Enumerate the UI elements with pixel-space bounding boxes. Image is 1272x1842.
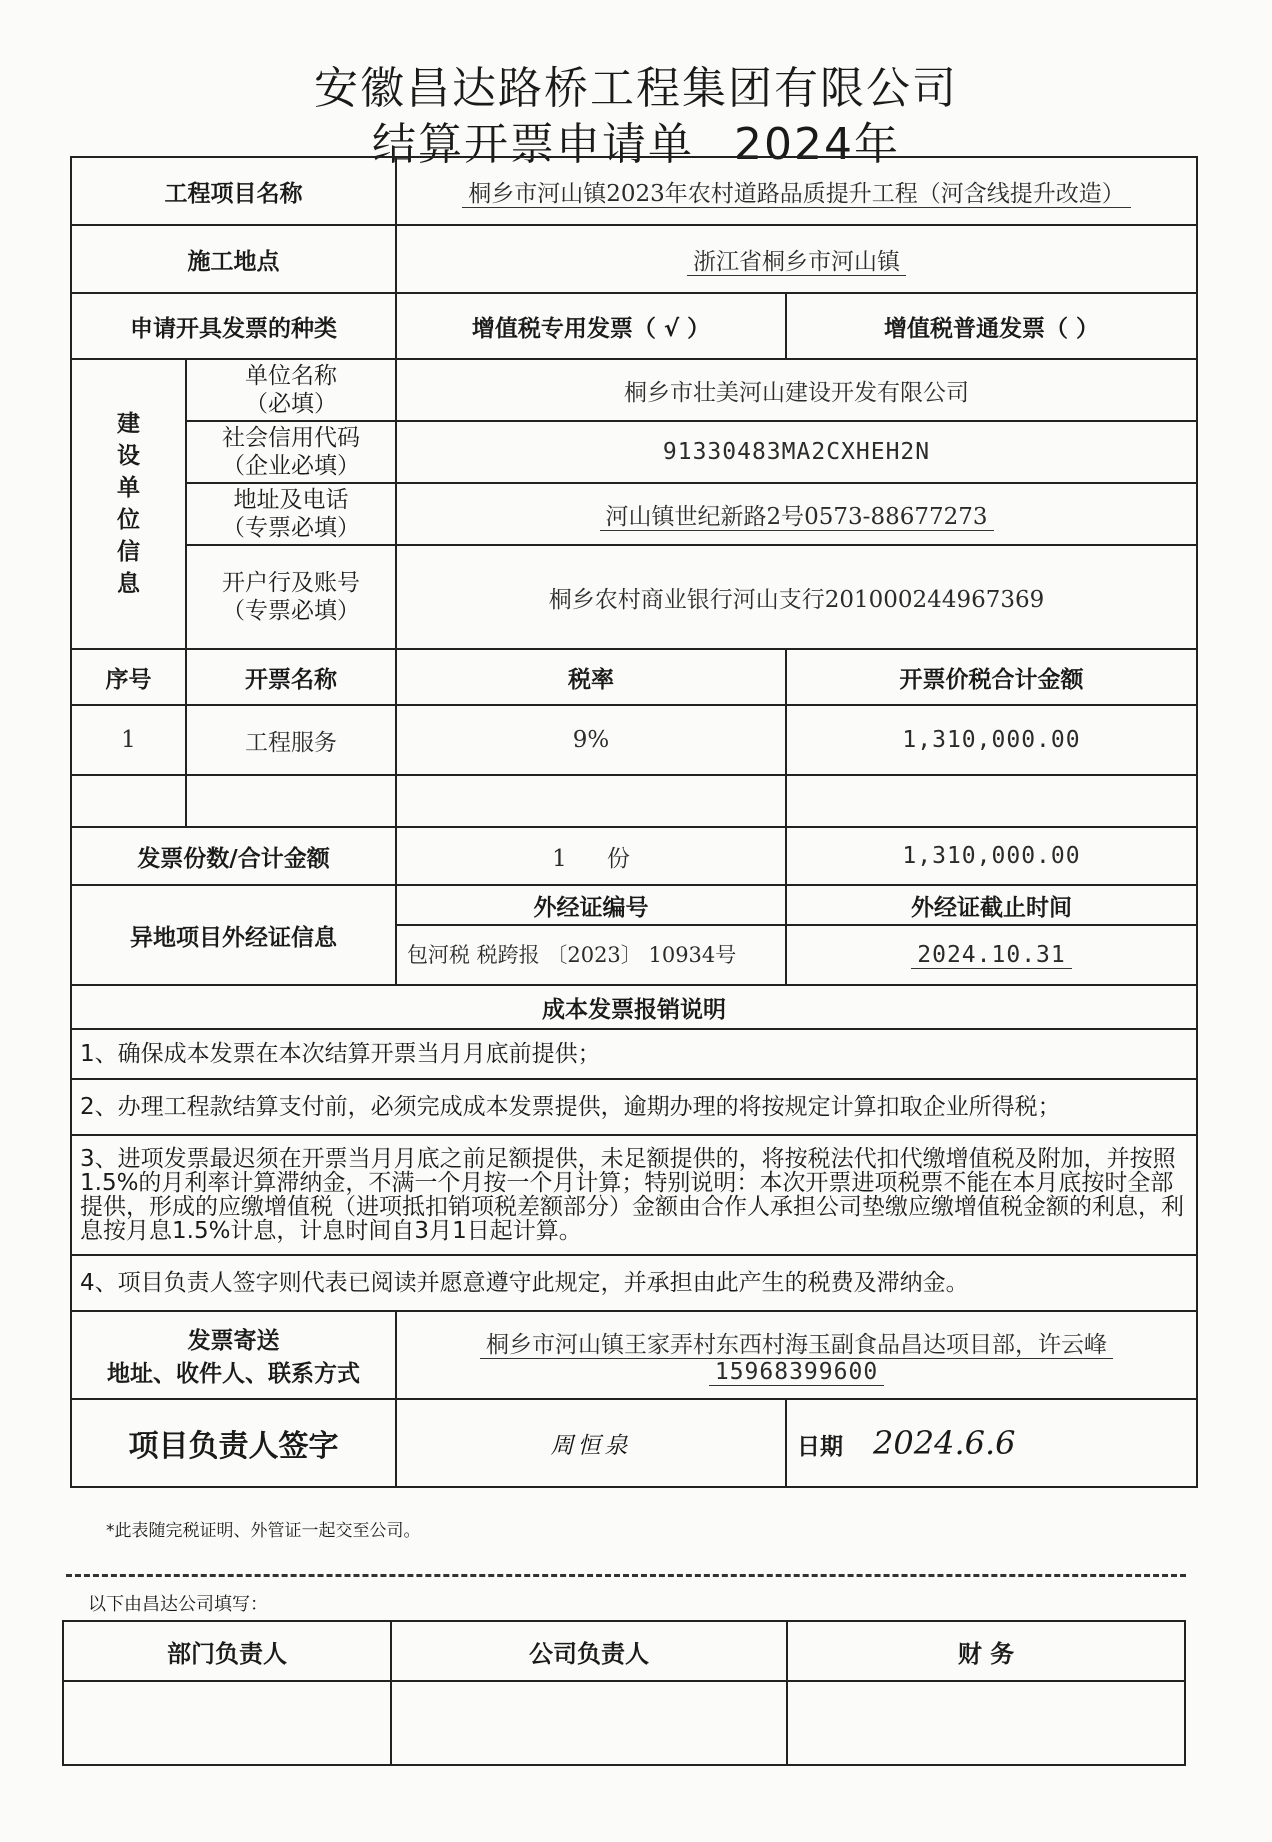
finance-label: 财 务 bbox=[787, 1621, 1185, 1681]
mailing-label-1: 发票寄送 bbox=[187, 1328, 280, 1354]
external-no-value[interactable]: 包河税 税跨报 〔2023〕 10934号 bbox=[396, 925, 786, 985]
dashed-divider bbox=[66, 1574, 1186, 1577]
mailing-value[interactable] bbox=[396, 1311, 1197, 1399]
col-header-no: 序号 bbox=[71, 649, 186, 705]
site-text: 浙江省桐乡市河山镇 bbox=[687, 249, 906, 276]
external-deadline-label: 外经证截止时间 bbox=[786, 885, 1197, 925]
item-no[interactable]: 1 bbox=[71, 705, 186, 775]
cost-note-1: 1、确保成本发票在本次结算开票当月月底前提供； bbox=[71, 1029, 1197, 1079]
mailing-phone-text: 15968399600 bbox=[709, 1359, 884, 1386]
external-no-label: 外经证编号 bbox=[396, 885, 786, 925]
totals-count-unit: 份 bbox=[606, 845, 630, 872]
credit-code-label bbox=[186, 421, 396, 483]
side-char: 息 bbox=[117, 571, 140, 597]
item-amount[interactable]: 1,310,000.00 bbox=[786, 705, 1197, 775]
bank-req: （专票必填） bbox=[222, 598, 360, 624]
company-title: 安徽昌达路桥工程集团有限公司 bbox=[314, 63, 958, 114]
col-header-amount: 开票价税合计金额 bbox=[786, 649, 1197, 705]
external-deadline-value[interactable] bbox=[786, 925, 1197, 985]
side-char: 信 bbox=[117, 539, 140, 565]
unit-name-value[interactable]: 桐乡市壮美河山建设开发有限公司 bbox=[396, 359, 1197, 421]
credit-code-value[interactable]: 91330483MA2CXHEH2N bbox=[396, 421, 1197, 483]
dept-head-label: 部门负责人 bbox=[63, 1621, 391, 1681]
empty-cell[interactable] bbox=[786, 775, 1197, 827]
address-req: （专票必填） bbox=[222, 515, 360, 541]
form-year: 2024年 bbox=[734, 119, 900, 170]
empty-cell[interactable] bbox=[396, 775, 786, 827]
credit-code-req: （企业必填） bbox=[222, 453, 360, 479]
empty-cell[interactable] bbox=[186, 775, 396, 827]
sign-date-cell[interactable] bbox=[786, 1399, 1197, 1487]
signature[interactable]: 周恒泉 bbox=[396, 1399, 786, 1487]
invoice-type-label: 申请开具发票的种类 bbox=[71, 293, 396, 359]
empty-cell[interactable] bbox=[71, 775, 186, 827]
mailing-address bbox=[407, 1326, 1186, 1359]
finance-sign[interactable] bbox=[787, 1681, 1185, 1765]
application-table bbox=[70, 156, 1198, 1488]
side-char: 位 bbox=[117, 507, 140, 533]
col-header-rate: 税率 bbox=[396, 649, 786, 705]
form-title-text: 结算开票申请单 bbox=[372, 119, 694, 170]
builder-info-side-label bbox=[71, 359, 186, 649]
mailing-label-2: 地址、收件人、联系方式 bbox=[107, 1361, 360, 1387]
side-char: 单 bbox=[117, 475, 140, 501]
table-row bbox=[71, 705, 1197, 775]
side-char: 设 bbox=[117, 443, 140, 469]
cost-note-2: 2、办理工程款结算支付前，必须完成成本发票提供，逾期办理的将按规定计算扣取企业所得税； bbox=[71, 1079, 1197, 1135]
address-value[interactable] bbox=[396, 483, 1197, 545]
mailing-phone bbox=[407, 1359, 1186, 1385]
totals-count[interactable] bbox=[396, 827, 786, 885]
approval-table bbox=[62, 1620, 1186, 1766]
totals-label: 发票份数/合计金额 bbox=[71, 827, 396, 885]
footnote: *此表随完税证明、外管证一起交至公司。 bbox=[106, 1521, 421, 1541]
cost-note-3: 3、进项发票最迟须在开票当月月底之前足额提供，未足额提供的，将按税法代扣代缴增值税及附加，并按照1.5%的月利率计算滞纳金，不满一个月按一个月计算；特别说明：本次开票进项税票不能在本月底按时全部提供，形成的应缴增值税（进项抵扣销项税差额部分）金额由合作人承担公司垫缴应缴增值税金额的利息，利息按月息1.5%计息，计息时间自3月1日起计算。 bbox=[71, 1135, 1197, 1255]
mailing-address-text: 桐乡市河山镇王家弄村东西村海玉副食品昌达项目部，许云峰 bbox=[480, 1332, 1113, 1359]
address-label-text: 地址及电话 bbox=[233, 487, 349, 513]
sign-label: 项目负责人签字 bbox=[71, 1399, 396, 1487]
totals-count-number: 1 bbox=[552, 845, 567, 872]
bank-label bbox=[186, 545, 396, 649]
invoice-type-normal[interactable]: 增值税普通发票（ ） bbox=[786, 293, 1197, 359]
unit-name-label-text: 单位名称 bbox=[245, 363, 337, 389]
unit-name-req: （必填） bbox=[245, 391, 337, 417]
sign-date-value: 2024.6.6 bbox=[873, 1424, 1016, 1462]
project-name-text: 桐乡市河山镇2023年农村道路品质提升工程（河含线提升改造） bbox=[462, 181, 1131, 208]
dept-head-sign[interactable] bbox=[63, 1681, 391, 1765]
cost-notes-title: 成本发票报销说明 bbox=[71, 985, 1197, 1029]
project-name-label: 工程项目名称 bbox=[71, 157, 396, 225]
external-label: 异地项目外经证信息 bbox=[71, 885, 396, 985]
totals-amount[interactable]: 1,310,000.00 bbox=[786, 827, 1197, 885]
bank-label-text: 开户行及账号 bbox=[222, 570, 360, 596]
col-header-name: 开票名称 bbox=[186, 649, 396, 705]
table-row-empty bbox=[71, 775, 1197, 827]
project-name-value[interactable] bbox=[396, 157, 1197, 225]
site-label: 施工地点 bbox=[71, 225, 396, 293]
credit-code-label-text: 社会信用代码 bbox=[222, 425, 360, 451]
item-rate[interactable]: 9% bbox=[396, 705, 786, 775]
address-text: 河山镇世纪新路2号0573-88677273 bbox=[600, 504, 994, 531]
external-deadline-text: 2024.10.31 bbox=[911, 942, 1071, 969]
unit-name-label bbox=[186, 359, 396, 421]
company-head-sign[interactable] bbox=[391, 1681, 787, 1765]
cost-note-4: 4、项目负责人签字则代表已阅读并愿意遵守此规定，并承担由此产生的税费及滞纳金。 bbox=[71, 1255, 1197, 1311]
mailing-label bbox=[71, 1311, 396, 1399]
address-label bbox=[186, 483, 396, 545]
sign-date-label: 日期 bbox=[797, 1434, 843, 1460]
company-fill-note: 以下由昌达公司填写： bbox=[88, 1594, 268, 1615]
site-value[interactable] bbox=[396, 225, 1197, 293]
bank-value[interactable]: 桐乡农村商业银行河山支行201000244967369 bbox=[396, 545, 1197, 649]
company-head-label: 公司负责人 bbox=[391, 1621, 787, 1681]
invoice-type-special[interactable]: 增值税专用发票（ √ ） bbox=[396, 293, 786, 359]
side-char: 建 bbox=[117, 411, 140, 437]
item-name[interactable]: 工程服务 bbox=[186, 705, 396, 775]
